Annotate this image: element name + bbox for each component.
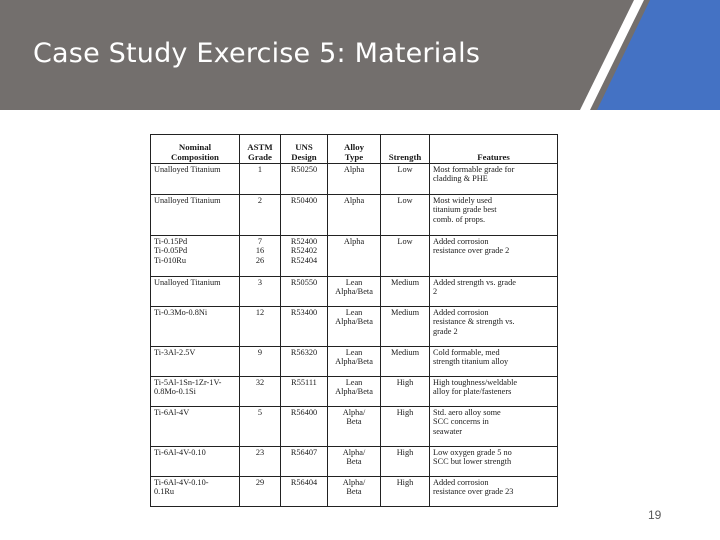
cell-grade: 7 16 26 [240,236,281,277]
cell-grade: 23 [240,447,281,477]
cell-features: High toughness/weldable alloy for plate/fasteners [430,377,558,407]
cell-composition: Unalloyed Titanium [151,277,240,307]
cell-strength: High [381,477,430,507]
cell-strength: High [381,447,430,477]
cell-composition: Ti-6Al-4V-0.10 [151,447,240,477]
cell-alloy-type: Alpha [328,236,381,277]
table-row [151,236,558,277]
cell-features: Most formable grade for cladding & PHE [430,164,558,195]
cell-uns: R50250 [281,164,328,195]
table-body [151,164,558,507]
cell-uns: R50550 [281,277,328,307]
cell-composition: Ti-6Al-4V [151,407,240,447]
cell-strength: Low [381,195,430,236]
cell-alloy-type: Alpha/ Beta [328,407,381,447]
cell-grade: 9 [240,347,281,377]
cell-features: Added strength vs. grade 2 [430,277,558,307]
col-header-uns: UNS Design [281,135,328,164]
col-header-alloy-type: Alloy Type [328,135,381,164]
cell-uns: R56407 [281,447,328,477]
cell-features: Added corrosion resistance over grade 2 [430,236,558,277]
cell-features: Low oxygen grade 5 no SCC but lower strength [430,447,558,477]
cell-strength: Medium [381,347,430,377]
cell-uns: R50400 [281,195,328,236]
cell-features: Added corrosion resistance & strength vs. grade 2 [430,307,558,347]
cell-uns: R53400 [281,307,328,347]
cell-uns: R55111 [281,377,328,407]
table-row [151,164,558,195]
cell-strength: High [381,377,430,407]
titanium-grades-table [150,134,558,507]
cell-uns: R56400 [281,407,328,447]
col-header-strength: Strength [381,135,430,164]
table-row [151,377,558,407]
cell-strength: Medium [381,277,430,307]
cell-strength: Low [381,236,430,277]
cell-uns: R56404 [281,477,328,507]
cell-strength: Low [381,164,430,195]
table-row [151,277,558,307]
cell-alloy-type: Lean Alpha/Beta [328,347,381,377]
cell-alloy-type: Alpha/ Beta [328,477,381,507]
cell-alloy-type: Lean Alpha/Beta [328,377,381,407]
table-header-row [151,135,558,164]
cell-composition: Ti-0.15Pd Ti-0.05Pd Ti-010Ru [151,236,240,277]
cell-composition: Unalloyed Titanium [151,195,240,236]
cell-features: Cold formable, med strength titanium alloy [430,347,558,377]
cell-composition: Ti-3Al-2.5V [151,347,240,377]
cell-alloy-type: Alpha/ Beta [328,447,381,477]
cell-strength: Medium [381,307,430,347]
cell-grade: 2 [240,195,281,236]
cell-grade: 12 [240,307,281,347]
col-header-grade: ASTM Grade [240,135,281,164]
cell-strength: High [381,407,430,447]
cell-uns: R52400 R52402 R52404 [281,236,328,277]
cell-features: Added corrosion resistance over grade 23 [430,477,558,507]
table-row [151,195,558,236]
cell-alloy-type: Lean Alpha/Beta [328,307,381,347]
table-row [151,477,558,507]
cell-features: Std. aero alloy some SCC concerns in seawater [430,407,558,447]
cell-alloy-type: Lean Alpha/Beta [328,277,381,307]
cell-composition: Ti-5Al-1Sn-1Zr-1V- 0.8Mo-0.1Si [151,377,240,407]
cell-grade: 5 [240,407,281,447]
cell-alloy-type: Alpha [328,164,381,195]
page-number: 19 [648,508,662,522]
cell-composition: Unalloyed Titanium [151,164,240,195]
col-header-composition: Nominal Composition [151,135,240,164]
cell-grade: 29 [240,477,281,507]
cell-grade: 32 [240,377,281,407]
cell-features: Most widely used titanium grade best comb. of props. [430,195,558,236]
table-row [151,447,558,477]
col-header-features: Features [430,135,558,164]
cell-alloy-type: Alpha [328,195,381,236]
cell-uns: R56320 [281,347,328,377]
slide-title: Case Study Exercise 5: Materials [33,38,481,69]
cell-composition: Ti-6Al-4V-0.10- 0.1Ru [151,477,240,507]
table-row [151,307,558,347]
cell-grade: 1 [240,164,281,195]
table-row [151,407,558,447]
cell-grade: 3 [240,277,281,307]
table-row [151,347,558,377]
cell-composition: Ti-0.3Mo-0.8Ni [151,307,240,347]
